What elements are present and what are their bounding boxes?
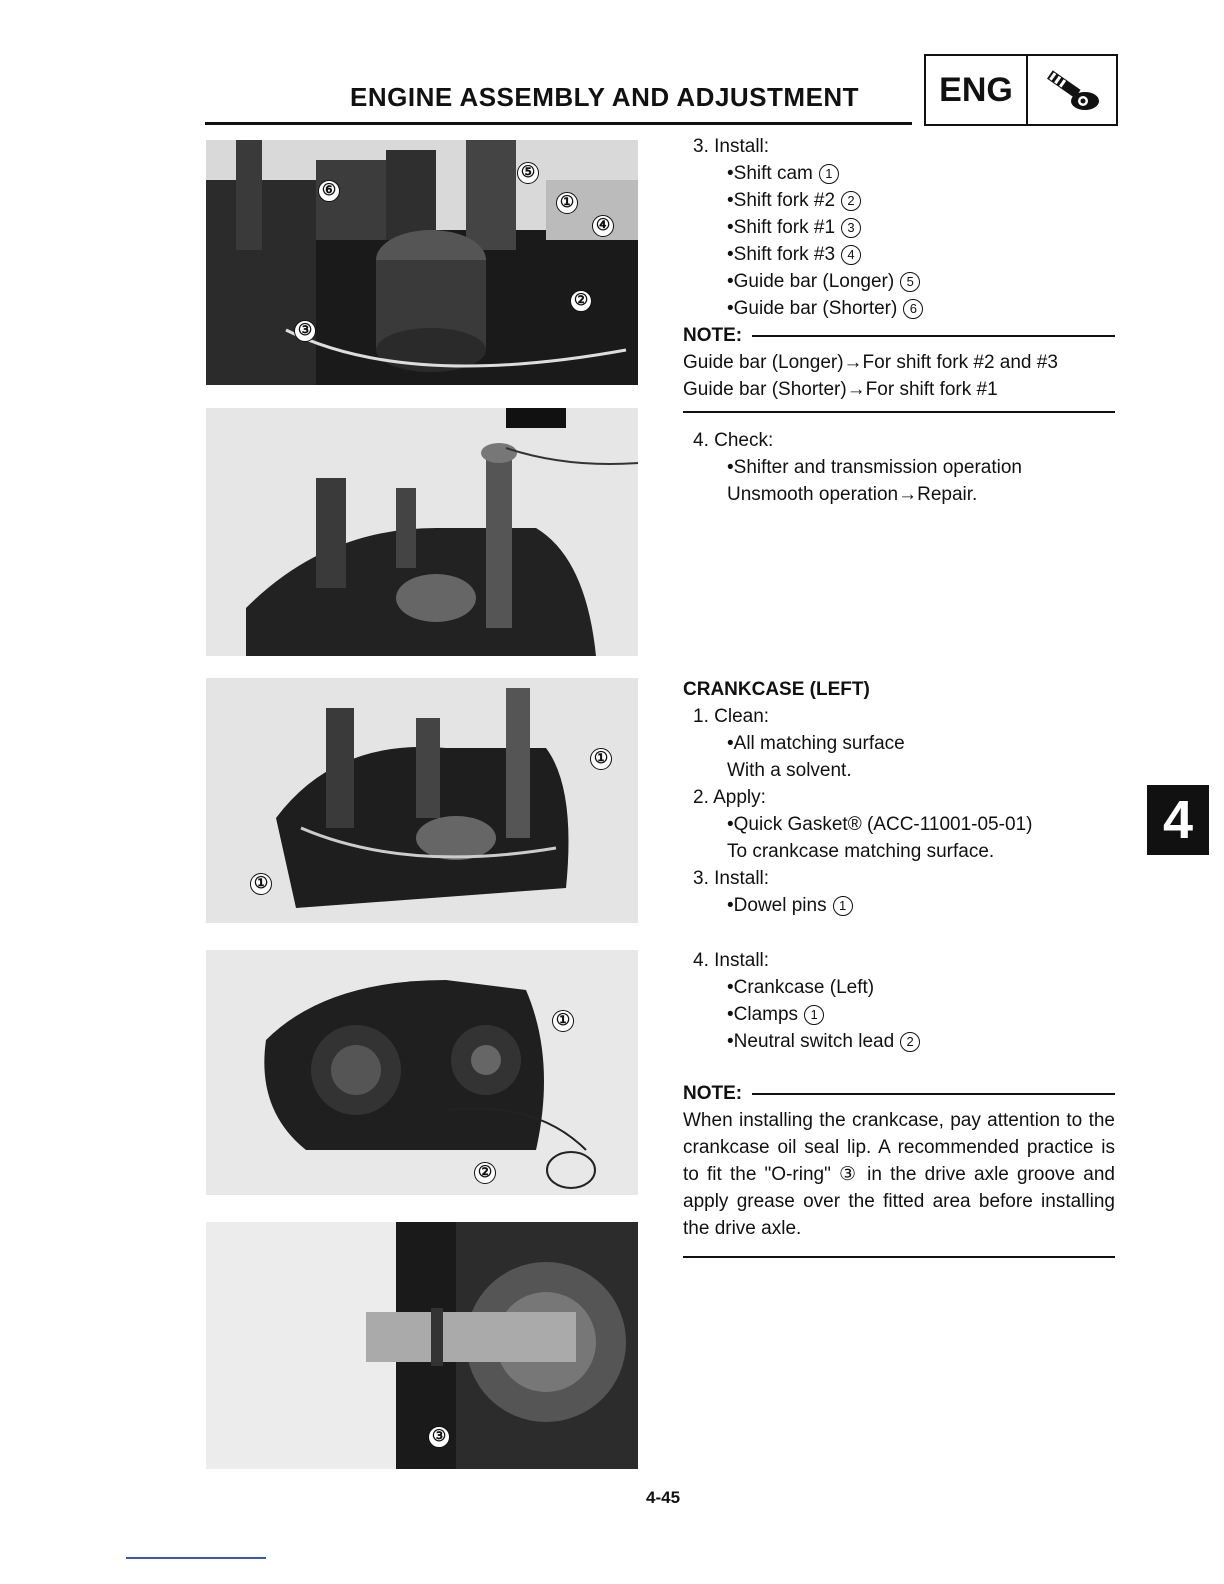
list-item: •Crankcase (Left) <box>727 977 875 998</box>
apply-sub: To crankcase matching surface. <box>727 841 995 862</box>
callout-5: ⑤ <box>517 162 539 184</box>
step-4-check: 4. Check: <box>693 430 774 451</box>
apply-item: •Quick Gasket® (ACC-11001-05-01) <box>727 814 1033 835</box>
list-item: •Shift fork #1 3 <box>683 214 1115 241</box>
note-heading: NOTE: <box>683 322 1115 349</box>
callout-4: ④ <box>592 215 614 237</box>
photo-crankcase-left <box>206 950 638 1195</box>
note-heading: NOTE: <box>683 1080 1115 1107</box>
photo-shift-forks <box>206 140 638 385</box>
step-4-install: 4. Install: <box>693 950 770 971</box>
step-2-apply: 2. Apply: <box>693 787 766 808</box>
note-line-1: Guide bar (Longer)→For shift fork #2 and #3 <box>683 352 1058 373</box>
clean-sub: With a solvent. <box>727 760 852 781</box>
clean-item: •All matching surface <box>727 733 905 754</box>
photo-o-ring-axle <box>206 1222 638 1469</box>
callout-6: ⑥ <box>318 180 340 202</box>
photo-shifter-check <box>206 408 638 656</box>
callout-dowel-1a: ① <box>590 748 612 770</box>
check-sub: Unsmooth operation→Repair. <box>727 484 978 505</box>
note-end-rule <box>683 1256 1115 1258</box>
note-text: When installing the crankcase, pay attention to the crankcase oil seal lip. A recommended practice is to fit the "O-ring" ③ in the drive axle groove and apply grease over the fitted area before installing the drive axle. <box>683 1110 1115 1239</box>
footer-link-underline[interactable] <box>126 1557 266 1559</box>
callout-1: ① <box>556 192 578 214</box>
header-rule <box>205 122 912 125</box>
callout-dowel-1b: ① <box>250 873 272 895</box>
callout-3: ③ <box>294 320 316 342</box>
dowel-item: •Dowel pins 1 <box>683 892 1115 919</box>
crankcase-section <box>683 676 1115 1258</box>
list-item: •Shift cam 1 <box>683 160 1115 187</box>
check-item: •Shifter and transmission operation <box>727 457 1022 478</box>
step-1-clean: 1. Clean: <box>693 706 770 727</box>
callout-clamps-1: ① <box>552 1010 574 1032</box>
list-item: •Shift fork #3 4 <box>683 241 1115 268</box>
list-item: •Clamps 1 <box>683 1001 1115 1028</box>
shift-cam-section <box>683 133 1115 508</box>
photo-dowel-pins <box>206 678 638 923</box>
note-line-2: Guide bar (Shorter)→For shift fork #1 <box>683 379 998 400</box>
page-number: 4-45 <box>646 1488 681 1507</box>
list-item: •Guide bar (Shorter) 6 <box>683 295 1115 322</box>
list-item: •Guide bar (Longer) 5 <box>683 268 1115 295</box>
callout-o-ring-3: ③ <box>428 1426 450 1448</box>
callout-2: ② <box>570 290 592 312</box>
wrench-tool-icon <box>1028 56 1116 124</box>
section-title: CRANKCASE (LEFT) <box>683 679 870 700</box>
list-item: •Neutral switch lead 2 <box>683 1028 1115 1055</box>
chapter-tab: 4 <box>1147 785 1209 855</box>
step-3-install: 3. Install: <box>693 136 770 157</box>
page-title: ENGINE ASSEMBLY AND ADJUSTMENT <box>350 82 860 112</box>
list-item: •Shift fork #2 2 <box>683 187 1115 214</box>
step-3-install: 3. Install: <box>693 868 770 889</box>
callout-neutral-2: ② <box>474 1162 496 1184</box>
section-badge-label: ENG <box>926 56 1028 124</box>
section-badge <box>924 54 1118 126</box>
